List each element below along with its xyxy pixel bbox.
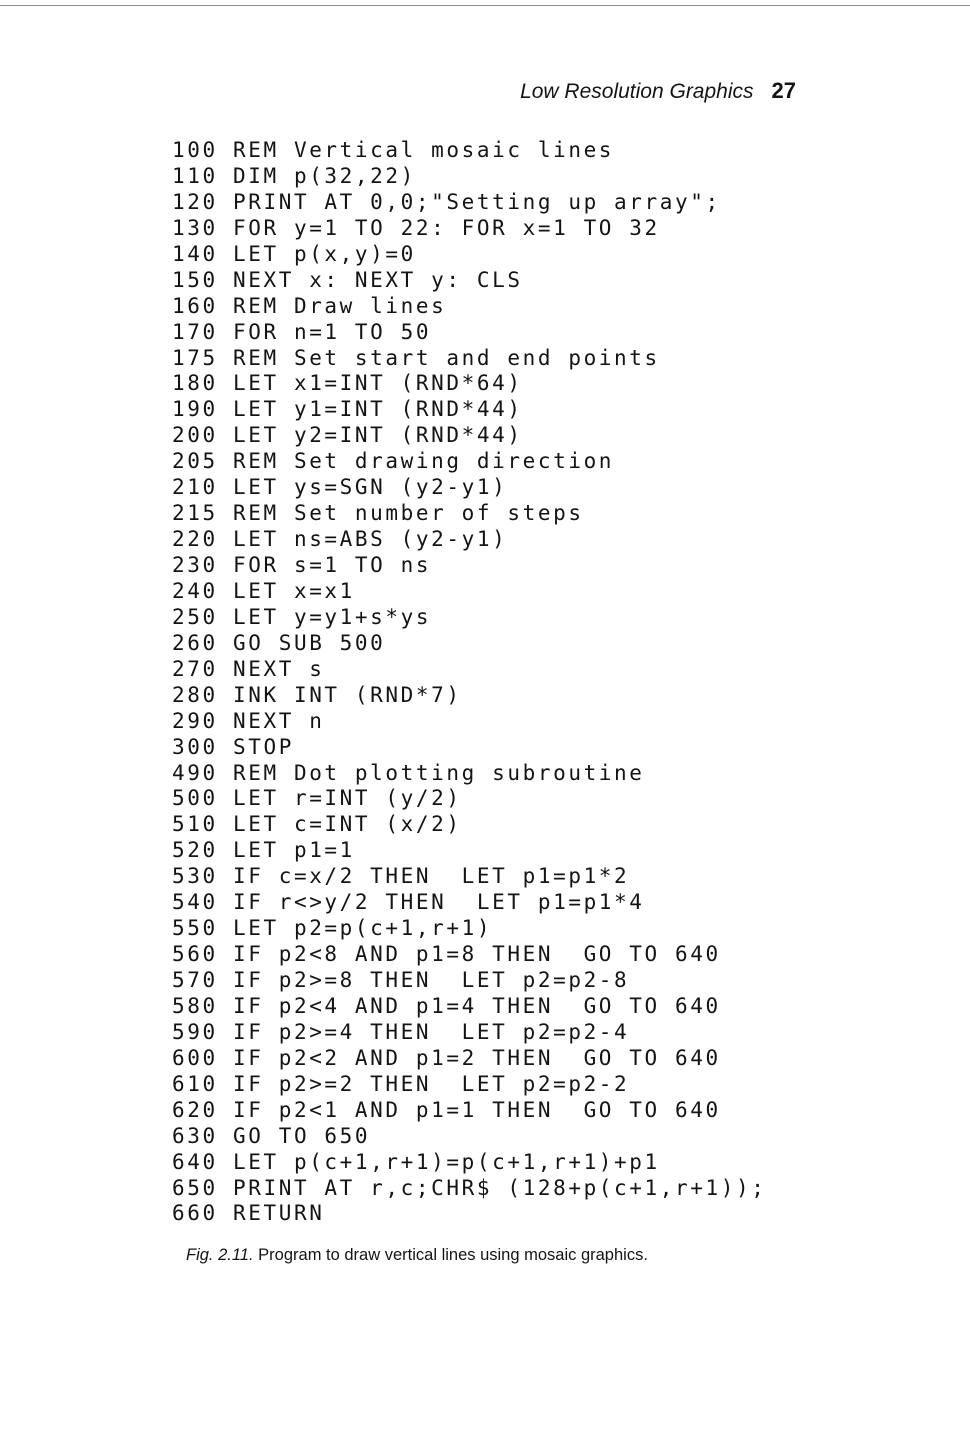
- running-head: [0, 78, 796, 104]
- code-line: 260 GO SUB 500: [172, 630, 386, 655]
- code-line: 100 REM Vertical mosaic lines: [172, 138, 615, 162]
- code-line: 510 LET c=INT (x/2): [172, 812, 462, 837]
- code-line: 600 IF p2<2 AND p1=2 THEN GO TO 640: [172, 1045, 721, 1070]
- code-line: 110 DIM p(32,22): [172, 163, 416, 188]
- figure-caption: [186, 1246, 648, 1265]
- code-line: 230 FOR s=1 TO ns: [172, 553, 432, 577]
- code-line: 500 LET r=INT (y/2): [172, 786, 462, 811]
- code-line: 300 STOP: [172, 734, 294, 759]
- code-line: 215 REM Set number of steps: [172, 501, 584, 526]
- code-line: 180 LET x1=INT (RND*64): [172, 371, 523, 396]
- code-line: 490 REM Dot plotting subroutine: [172, 760, 645, 785]
- code-line: 220 LET ns=ABS (y2-y1): [172, 527, 508, 552]
- code-line: 660 RETURN: [172, 1201, 325, 1226]
- code-line: 530 IF c=x/2 THEN LET p1=p1*2: [172, 864, 630, 889]
- section-title: Low Resolution Graphics: [520, 80, 754, 103]
- top-rule: [0, 5, 970, 6]
- code-line: 160 REM Draw lines: [172, 293, 447, 318]
- code-line: 650 PRINT AT r,c;CHR$ (128+p(c+1,r+1));: [172, 1175, 767, 1200]
- figure-caption-text: Program to draw vertical lines using mosaic graphics.: [258, 1246, 648, 1264]
- code-line: 140 LET p(x,y)=0: [172, 241, 416, 266]
- code-line: 570 IF p2>=8 THEN LET p2=p2-8: [172, 968, 630, 992]
- code-line: 170 FOR n=1 TO 50: [172, 319, 432, 344]
- page-number: 27: [771, 78, 796, 103]
- code-line: 120 PRINT AT 0,0;"Setting up array";: [172, 189, 721, 214]
- code-line: 290 NEXT n: [172, 708, 325, 733]
- code-line: 560 IF p2<8 AND p1=8 THEN GO TO 640: [172, 942, 721, 967]
- code-line: 630 GO TO 650: [172, 1123, 371, 1148]
- program-listing: [172, 138, 766, 1227]
- figure-label: Fig. 2.11.: [186, 1246, 254, 1264]
- code-line: 250 LET y=y1+s*ys: [172, 604, 432, 629]
- code-line: 280 INK INT (RND*7): [172, 682, 462, 707]
- code-line: 620 IF p2<1 AND p1=1 THEN GO TO 640: [172, 1097, 721, 1122]
- code-line: 550 LET p2=p(c+1,r+1): [172, 916, 493, 941]
- code-line: 640 LET p(c+1,r+1)=p(c+1,r+1)+p1: [172, 1149, 660, 1174]
- code-line: 205 REM Set drawing direction: [172, 449, 615, 474]
- code-line: 130 FOR y=1 TO 22: FOR x=1 TO 32: [172, 215, 660, 240]
- code-line: 210 LET ys=SGN (y2-y1): [172, 475, 508, 500]
- code-line: 175 REM Set start and end points: [172, 345, 660, 370]
- code-line: 610 IF p2>=2 THEN LET p2=p2-2: [172, 1071, 630, 1096]
- code-line: 190 LET y1=INT (RND*44): [172, 397, 523, 422]
- code-line: 540 IF r<>y/2 THEN LET p1=p1*4: [172, 890, 645, 915]
- code-line: 520 LET p1=1: [172, 838, 355, 863]
- code-line: 270 NEXT s: [172, 656, 325, 681]
- code-line: 580 IF p2<4 AND p1=4 THEN GO TO 640: [172, 993, 721, 1018]
- code-line: 590 IF p2>=4 THEN LET p2=p2-4: [172, 1019, 630, 1044]
- code-line: 200 LET y2=INT (RND*44): [172, 423, 523, 448]
- code-line: 240 LET x=x1: [172, 578, 355, 603]
- code-line: 150 NEXT x: NEXT y: CLS: [172, 267, 523, 292]
